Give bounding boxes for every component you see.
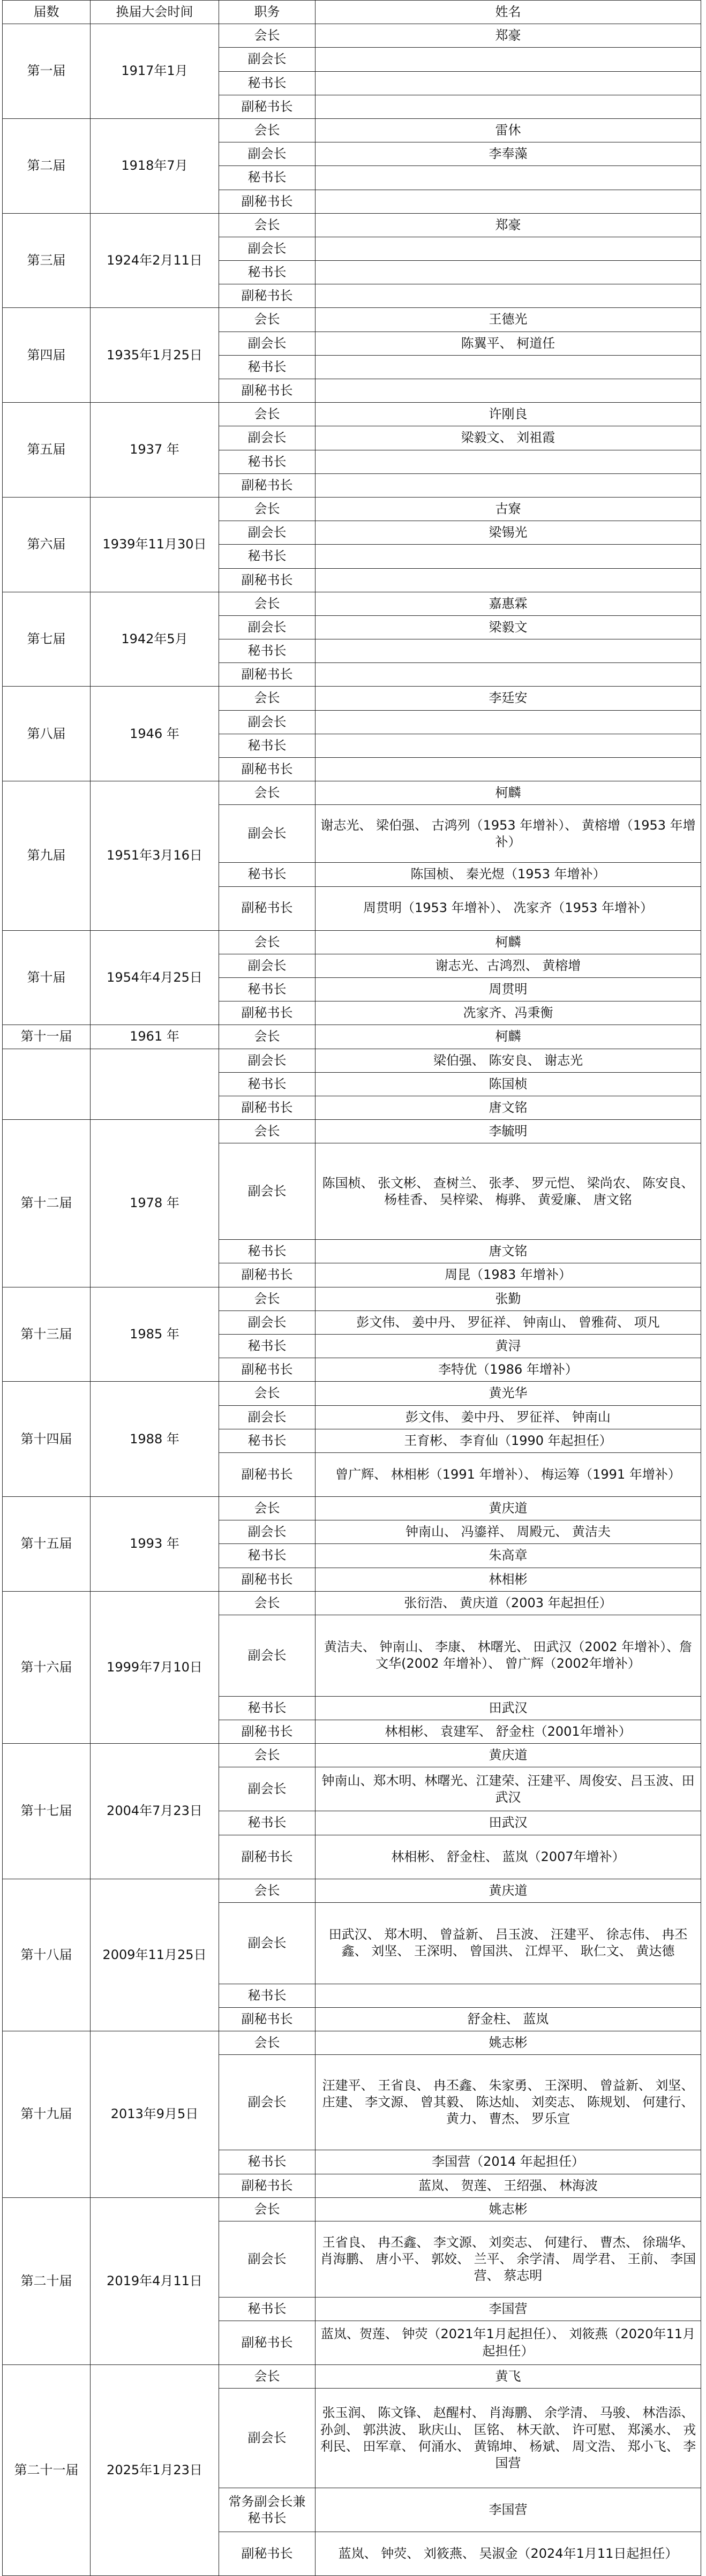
role-cell: 副秘书长	[219, 1096, 316, 1119]
role-cell: 会长	[219, 1744, 316, 1767]
header-role: 职务	[219, 1, 316, 24]
council-history-table	[2, 0, 701, 2576]
name-cell	[316, 710, 701, 734]
table-row	[3, 24, 701, 48]
date-cell: 1942年5月	[91, 592, 219, 687]
role-cell: 副会长	[219, 1520, 316, 1544]
table-row	[3, 781, 701, 805]
name-cell: 林相彬、 舒金柱、 蓝岚（2007年增补）	[316, 1835, 701, 1879]
table-row	[3, 2197, 701, 2221]
name-cell	[316, 639, 701, 663]
date-cell: 1937 年	[91, 403, 219, 498]
name-cell: 李国营	[316, 2297, 701, 2321]
session-cell: 第十届	[3, 930, 91, 1025]
date-cell: 1935年1月25日	[91, 308, 219, 403]
role-cell: 副秘书长	[219, 2532, 316, 2576]
session-cell: 第二届	[3, 118, 91, 213]
name-cell	[316, 758, 701, 781]
role-cell: 会长	[219, 497, 316, 521]
role-cell: 会长	[219, 2365, 316, 2389]
name-cell: 李国营（2014 年起担任）	[316, 2150, 701, 2174]
name-cell: 王省良、 冉丕鑫、 李文源、 刘奕志、 何建行、 曹杰、 徐瑞华、 肖海鹏、 唐小平、 郭姣、 兰平、 余学清、 周学君、 王前、 李国营、 蔡志明	[316, 2221, 701, 2297]
role-cell: 副会长	[219, 1405, 316, 1429]
session-cell: 第九届	[3, 781, 91, 930]
role-cell: 副会长	[219, 1143, 316, 1240]
date-cell: 1978 年	[91, 1120, 219, 1287]
role-cell: 副会长	[219, 954, 316, 977]
role-cell: 副秘书长	[219, 473, 316, 497]
role-cell: 副秘书长	[219, 2008, 316, 2031]
role-cell: 副会长	[219, 2055, 316, 2150]
name-cell: 姚志彬	[316, 2031, 701, 2055]
name-cell	[316, 284, 701, 308]
table-row	[3, 687, 701, 710]
table-row	[3, 403, 701, 426]
name-cell	[316, 355, 701, 379]
role-cell: 副会长	[219, 142, 316, 166]
name-cell: 郑豪	[316, 213, 701, 237]
table-row	[3, 592, 701, 615]
table-row	[3, 1120, 701, 1143]
date-cell: 1939年11月30日	[91, 497, 219, 592]
session-cell: 第十八届	[3, 1879, 91, 2031]
name-cell: 梁伯强、 陈安良、 谢志光	[316, 1049, 701, 1072]
session-cell: 第七届	[3, 592, 91, 687]
name-cell: 张玉润、 陈文锋、 赵醒村、 肖海鹏、 余学清、 马骏、 林浩添、 孙剑、 郭洪波、 耿庆山、 匡铭、 林天歆、 许可慰、 郑溪水、 戎利民、 田军章、 何涌水、 黄锦坤、 杨斌、 周文浩、 郑小飞、 李国营	[316, 2389, 701, 2488]
role-cell: 副秘书长	[219, 284, 316, 308]
role-cell: 副秘书长	[219, 190, 316, 213]
name-cell: 黄庆道	[316, 1496, 701, 1520]
role-cell: 秘书长	[219, 977, 316, 1001]
name-cell: 唐文铭	[316, 1096, 701, 1119]
table-row	[3, 930, 701, 954]
role-cell: 秘书长	[219, 166, 316, 190]
name-cell	[316, 237, 701, 260]
name-cell: 林相彬	[316, 1568, 701, 1591]
role-cell: 副秘书长	[219, 379, 316, 403]
name-cell	[316, 166, 701, 190]
name-cell: 汪建平、 王省良、 冉丕鑫、 朱家勇、 王深明、 曾益新、 刘坚、 庄建、 李文源、 曾其毅、 陈达灿、 刘奕志、 陈规划、 何建行、 黄力、 曹杰、 罗乐宣	[316, 2055, 701, 2150]
table-row	[3, 1879, 701, 1902]
name-cell: 陈国桢、 张文彬、 查树兰、 张孝、 罗元恺、 梁尚农、 陈安良、 杨桂香、 吴梓梁、 梅骅、 黄爱廉、 唐文铭	[316, 1143, 701, 1240]
table-row	[3, 1025, 701, 1049]
role-cell: 秘书长	[219, 1984, 316, 2007]
role-cell: 秘书长	[219, 545, 316, 568]
role-cell: 会长	[219, 1591, 316, 1615]
role-cell: 秘书长	[219, 1240, 316, 1263]
session-cell: 第十三届	[3, 1287, 91, 1382]
name-cell: 冼家齐、冯秉衡	[316, 1001, 701, 1025]
date-cell: 2004年7月23日	[91, 1744, 219, 1879]
header-row	[3, 1, 701, 24]
table-row	[3, 1496, 701, 1520]
role-cell: 副会长	[219, 521, 316, 545]
table-row	[3, 1591, 701, 1615]
name-cell: 梁锡光	[316, 521, 701, 545]
name-cell: 林相彬、 袁建军、 舒金柱（2001年增补）	[316, 1720, 701, 1744]
table-row	[3, 1049, 701, 1072]
role-cell: 副会长	[219, 805, 316, 863]
name-cell	[316, 95, 701, 118]
role-cell: 副会长	[219, 710, 316, 734]
name-cell: 蓝岚、 钟荧、 刘筱燕、 吴淑金（2024年1月11日起担任）	[316, 2532, 701, 2576]
table-row	[3, 2031, 701, 2055]
name-cell: 谢志光、古鸿烈、 黄榕增	[316, 954, 701, 977]
name-cell	[316, 1984, 701, 2007]
table-row	[3, 497, 701, 521]
date-cell: 1951年3月16日	[91, 781, 219, 930]
role-cell: 副秘书长	[219, 2321, 316, 2365]
name-cell	[316, 71, 701, 95]
name-cell: 蓝岚、 贺莲、 王绍强、 林海波	[316, 2174, 701, 2197]
role-cell: 会长	[219, 403, 316, 426]
session-cell: 第六届	[3, 497, 91, 592]
name-cell: 彭文伟、 姜中丹、 罗征祥、 钟南山、 曾雅荷、 项凡	[316, 1310, 701, 1334]
role-cell: 副秘书长	[219, 758, 316, 781]
role-cell: 副秘书长	[219, 1452, 316, 1496]
name-cell	[316, 379, 701, 403]
role-cell: 秘书长	[219, 1335, 316, 1358]
role-cell: 秘书长	[219, 1811, 316, 1835]
name-cell: 雷休	[316, 118, 701, 142]
date-cell: 1917年1月	[91, 24, 219, 119]
header-date: 换届大会时间	[91, 1, 219, 24]
name-cell: 柯麟	[316, 1025, 701, 1049]
role-cell: 会长	[219, 1879, 316, 1902]
session-cell: 第十九届	[3, 2031, 91, 2198]
name-cell: 王育彬、 李育仙（1990 年起担任）	[316, 1429, 701, 1452]
date-cell: 1999年7月10日	[91, 1591, 219, 1744]
name-cell	[316, 663, 701, 687]
name-cell: 陈国桢	[316, 1072, 701, 1096]
role-cell: 会长	[219, 1025, 316, 1049]
name-cell: 梁毅文、 刘祖霞	[316, 426, 701, 450]
name-cell: 陈国桢、 秦光煜（1953 年增补）	[316, 863, 701, 886]
session-cell: 第五届	[3, 403, 91, 498]
role-cell: 会长	[219, 930, 316, 954]
name-cell: 嘉惠霖	[316, 592, 701, 615]
role-cell: 会长	[219, 1120, 316, 1143]
session-cell: 第八届	[3, 687, 91, 781]
name-cell: 李国营	[316, 2488, 701, 2532]
session-cell: 第三届	[3, 213, 91, 308]
name-cell: 田武汉	[316, 1696, 701, 1720]
role-cell: 副会长	[219, 1902, 316, 1984]
name-cell: 张勤	[316, 1287, 701, 1310]
session-cell: 第十七届	[3, 1744, 91, 1879]
role-cell: 会长	[219, 1496, 316, 1520]
name-cell: 谢志光、 梁伯强、 古鸿列（1953 年增补）、 黄榕增（1953 年增补）	[316, 805, 701, 863]
role-cell: 秘书长	[219, 1072, 316, 1096]
role-cell: 会长	[219, 308, 316, 332]
role-cell: 秘书长	[219, 1429, 316, 1452]
name-cell	[316, 473, 701, 497]
date-cell: 1988 年	[91, 1382, 219, 1497]
name-cell: 周贯明（1953 年增补）、 冼家齐（1953 年增补）	[316, 886, 701, 930]
name-cell: 彭文伟、 姜中丹、 罗征祥、 钟南山	[316, 1405, 701, 1429]
role-cell: 秘书长	[219, 450, 316, 473]
name-cell: 曾广辉、 林相彬（1991 年增补）、 梅运筹（1991 年增补）	[316, 1452, 701, 1496]
session-cell: 第十五届	[3, 1496, 91, 1591]
role-cell: 会长	[219, 2197, 316, 2221]
role-cell: 副秘书长	[219, 95, 316, 118]
date-cell: 1918年7月	[91, 118, 219, 213]
role-cell: 副会长	[219, 1615, 316, 1696]
role-cell: 会长	[219, 2031, 316, 2055]
table-row	[3, 308, 701, 332]
role-cell: 会长	[219, 1287, 316, 1310]
role-cell: 副会长	[219, 2389, 316, 2488]
role-cell: 副会长	[219, 426, 316, 450]
name-cell: 周昆（1983 年增补）	[316, 1263, 701, 1287]
table-row	[3, 118, 701, 142]
name-cell: 张衍浩、 黄庆道（2003 年起担任）	[316, 1591, 701, 1615]
name-cell: 唐文铭	[316, 1240, 701, 1263]
name-cell: 周贯明	[316, 977, 701, 1001]
role-cell: 秘书长	[219, 2150, 316, 2174]
name-cell: 许刚良	[316, 403, 701, 426]
name-cell: 田武汉	[316, 1811, 701, 1835]
role-cell: 秘书长	[219, 734, 316, 757]
role-cell: 副秘书长	[219, 1835, 316, 1879]
role-cell: 副秘书长	[219, 663, 316, 687]
role-cell: 副秘书长	[219, 1358, 316, 1382]
table-row	[3, 213, 701, 237]
session-cell: 第二十届	[3, 2197, 91, 2364]
role-cell: 会长	[219, 592, 316, 615]
session-cell: 第十六届	[3, 1591, 91, 1744]
date-cell: 2013年9月5日	[91, 2031, 219, 2198]
session-cell: 第四届	[3, 308, 91, 403]
date-cell: 1961 年	[91, 1025, 219, 1049]
date-cell	[91, 1049, 219, 1120]
name-cell: 黄庆道	[316, 1879, 701, 1902]
date-cell: 1985 年	[91, 1287, 219, 1382]
name-cell: 陈翼平、 柯道任	[316, 332, 701, 355]
role-cell: 秘书长	[219, 1696, 316, 1720]
session-cell	[3, 1049, 91, 1120]
role-cell: 会长	[219, 781, 316, 805]
table-row	[3, 2365, 701, 2389]
role-cell: 副会长	[219, 332, 316, 355]
role-cell: 会长	[219, 687, 316, 710]
role-cell: 常务副会长兼秘书长	[219, 2488, 316, 2532]
role-cell: 副会长	[219, 1049, 316, 1072]
name-cell: 黄浔	[316, 1335, 701, 1358]
date-cell: 1924年2月11日	[91, 213, 219, 308]
name-cell: 黄庆道	[316, 1744, 701, 1767]
role-cell: 副会长	[219, 237, 316, 260]
role-cell: 秘书长	[219, 863, 316, 886]
role-cell: 副秘书长	[219, 2174, 316, 2197]
role-cell: 会长	[219, 24, 316, 48]
role-cell: 秘书长	[219, 1544, 316, 1568]
name-cell	[316, 450, 701, 473]
name-cell	[316, 190, 701, 213]
name-cell: 黄洁夫、 钟南山、 李康、 林曙光、 田武汉（2002 年增补）、詹文华(2002 年增补）、 曾广辉（2002年增补）	[316, 1615, 701, 1696]
name-cell: 蓝岚、贺莲、 钟荧（2021年1月起担任）、 刘筱燕（2020年11月起担任）	[316, 2321, 701, 2365]
name-cell: 柯麟	[316, 781, 701, 805]
role-cell: 秘书长	[219, 71, 316, 95]
name-cell: 黄光华	[316, 1382, 701, 1405]
date-cell: 2019年4月11日	[91, 2197, 219, 2364]
date-cell: 1993 年	[91, 1496, 219, 1591]
role-cell: 秘书长	[219, 2297, 316, 2321]
role-cell: 副会长	[219, 2221, 316, 2297]
date-cell: 1954年4月25日	[91, 930, 219, 1025]
session-cell: 第十一届	[3, 1025, 91, 1049]
name-cell: 田武汉、 郑木明、 曾益新、 吕玉波、 汪建平、 徐志伟、 冉丕鑫、 刘坚、 王深明、 曾国洪、 江焊平、 耿仁文、 黄达德	[316, 1902, 701, 1984]
date-cell: 1946 年	[91, 687, 219, 781]
role-cell: 会长	[219, 1382, 316, 1405]
role-cell: 副秘书长	[219, 1001, 316, 1025]
session-cell: 第一届	[3, 24, 91, 119]
role-cell: 副会长	[219, 615, 316, 639]
name-cell: 柯麟	[316, 930, 701, 954]
name-cell: 郑豪	[316, 24, 701, 48]
role-cell: 会长	[219, 213, 316, 237]
name-cell: 钟南山、郑木明、林曙光、江建荣、汪建平、周俊安、吕玉波、田武汉	[316, 1767, 701, 1811]
table-body	[3, 24, 701, 2576]
name-cell: 舒金柱、 蓝岚	[316, 2008, 701, 2031]
name-cell: 李特优（1986 年增补）	[316, 1358, 701, 1382]
role-cell: 副秘书长	[219, 886, 316, 930]
name-cell: 梁毅文	[316, 615, 701, 639]
table-row	[3, 1382, 701, 1405]
name-cell: 李毓明	[316, 1120, 701, 1143]
role-cell: 副会长	[219, 48, 316, 71]
role-cell: 副会长	[219, 1767, 316, 1811]
header-session: 届数	[3, 1, 91, 24]
role-cell: 秘书长	[219, 355, 316, 379]
date-cell: 2025年1月23日	[91, 2365, 219, 2576]
name-cell: 李奉藻	[316, 142, 701, 166]
name-cell	[316, 545, 701, 568]
role-cell: 会长	[219, 118, 316, 142]
role-cell: 副秘书长	[219, 1720, 316, 1744]
session-cell: 第十四届	[3, 1382, 91, 1497]
name-cell: 钟南山、 冯鎏祥、 周殿元、 黄洁夫	[316, 1520, 701, 1544]
session-cell: 第十二届	[3, 1120, 91, 1287]
table-row	[3, 1287, 701, 1310]
role-cell: 副秘书长	[219, 1263, 316, 1287]
name-cell: 姚志彬	[316, 2197, 701, 2221]
date-cell: 2009年11月25日	[91, 1879, 219, 2031]
role-cell: 秘书长	[219, 639, 316, 663]
role-cell: 副会长	[219, 1310, 316, 1334]
role-cell: 秘书长	[219, 261, 316, 284]
name-cell: 黄飞	[316, 2365, 701, 2389]
name-cell	[316, 261, 701, 284]
name-cell	[316, 48, 701, 71]
role-cell: 副秘书长	[219, 1568, 316, 1591]
name-cell	[316, 734, 701, 757]
name-cell: 古寮	[316, 497, 701, 521]
table-row	[3, 1744, 701, 1767]
name-cell: 朱高章	[316, 1544, 701, 1568]
header-name: 姓名	[316, 1, 701, 24]
name-cell: 王德光	[316, 308, 701, 332]
session-cell: 第二十一届	[3, 2365, 91, 2576]
role-cell: 副秘书长	[219, 568, 316, 592]
name-cell: 李廷安	[316, 687, 701, 710]
name-cell	[316, 568, 701, 592]
